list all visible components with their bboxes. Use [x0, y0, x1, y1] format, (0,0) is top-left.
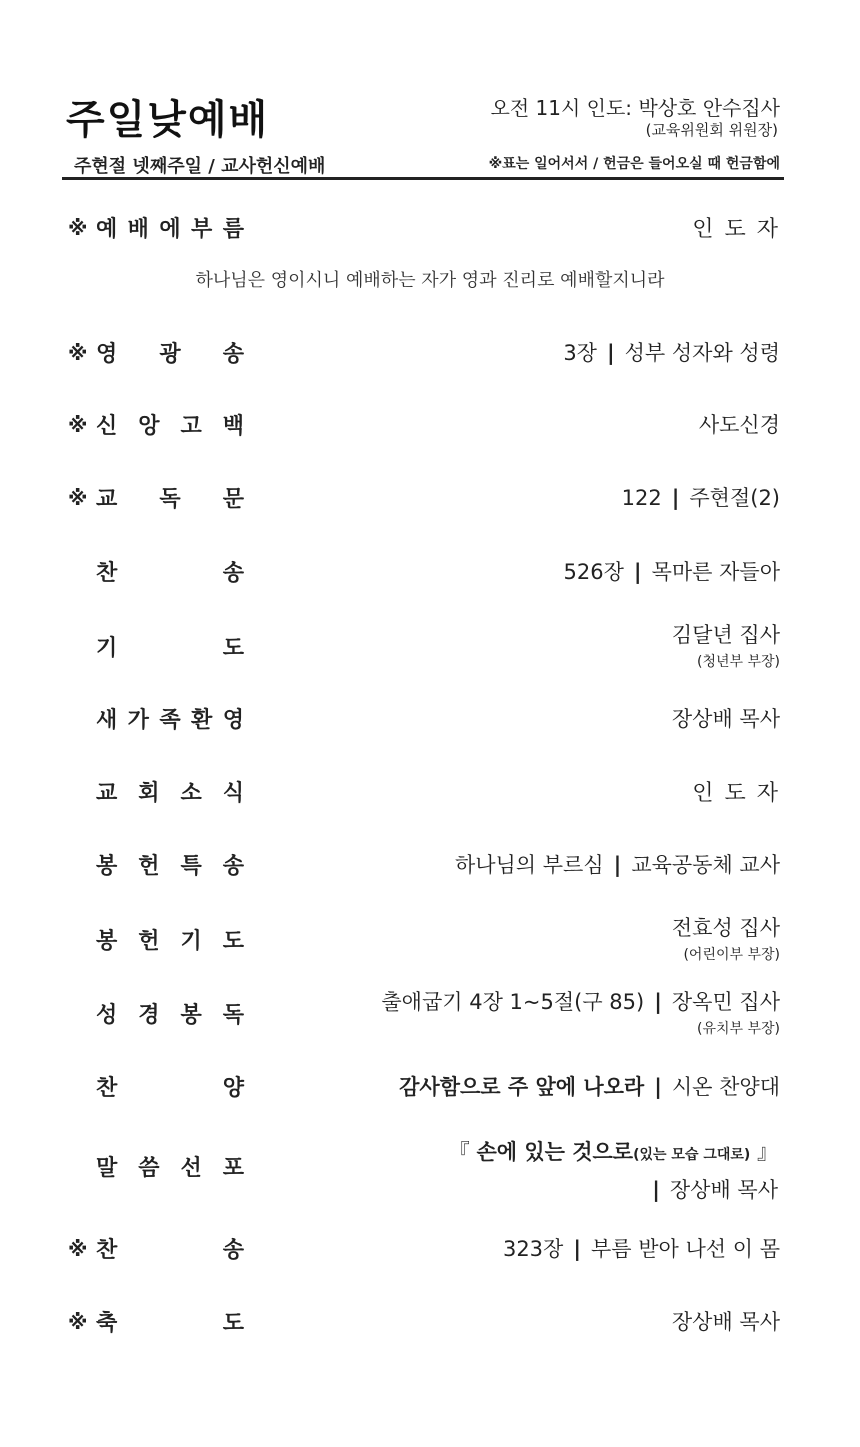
- label-char: 도: [222, 929, 244, 954]
- separator: |: [613, 853, 622, 877]
- hymn-number: 3장: [563, 341, 597, 365]
- label-char: 영: [222, 708, 244, 733]
- page-title: 주일낮예배: [66, 97, 270, 143]
- choir: 시온 찬양대: [671, 1075, 780, 1099]
- header-divider: [62, 177, 784, 180]
- label-char: 봉: [96, 929, 118, 954]
- label-char: 봉: [180, 1003, 202, 1028]
- label-char: 고: [180, 414, 202, 439]
- order-value: 인 도 자: [692, 781, 780, 806]
- label-char: 가: [127, 708, 149, 733]
- label-char: 회: [138, 781, 160, 806]
- order-label: [68, 212, 244, 243]
- label-char: 찬: [96, 1238, 118, 1263]
- special-song-title: 하나님의 부르심: [454, 853, 604, 877]
- stand-mark: ※: [68, 340, 88, 365]
- label-char: 소: [180, 781, 202, 806]
- reading-number: 122: [621, 486, 662, 510]
- hymn-number: 323장: [502, 1237, 564, 1261]
- order-label: [68, 998, 244, 1029]
- label-char: 씀: [138, 1156, 160, 1181]
- label-char: 신: [96, 414, 118, 439]
- hymn-title: 목마른 자들아: [651, 560, 780, 584]
- label-char: 문: [222, 487, 244, 512]
- separator: |: [652, 1178, 660, 1202]
- label-char: 기: [180, 929, 202, 954]
- reader: 장옥민 집사: [671, 990, 780, 1014]
- service-time-leader: 오전 11시 인도: 박상호 안수집사: [490, 96, 780, 120]
- sunday-subtitle: 주현절 넷째주일 / 교사헌신예배: [74, 156, 326, 177]
- label-char: 새: [96, 708, 118, 733]
- order-value: [564, 556, 780, 586]
- label-char: 교: [96, 487, 118, 512]
- label-char: 송: [222, 1238, 244, 1263]
- label-char: 식: [222, 781, 244, 806]
- scripture-reference: 출애굽기 4장 1~5절(구 85): [381, 990, 645, 1014]
- order-value: [563, 337, 780, 367]
- label-char: 예: [96, 217, 118, 242]
- order-value: [449, 1136, 778, 1204]
- label-char: 기: [96, 636, 118, 661]
- order-label: [68, 556, 244, 587]
- separator: |: [573, 1237, 581, 1261]
- label-char: 포: [222, 1156, 244, 1181]
- label-char: 송: [222, 854, 244, 879]
- stand-mark: ※: [68, 1236, 88, 1261]
- sermon-title: 손에 있는 것으로: [476, 1140, 634, 1164]
- order-label: [68, 924, 244, 955]
- label-char: 도: [222, 636, 244, 661]
- label-char: 부: [191, 217, 213, 242]
- separator: |: [606, 341, 615, 365]
- order-label: [68, 703, 244, 734]
- label-char: 배: [127, 217, 149, 242]
- label-char: 광: [159, 342, 181, 367]
- order-label: [68, 1151, 244, 1182]
- order-label: [68, 1306, 244, 1337]
- order-label: [68, 337, 244, 368]
- label-char: 백: [222, 414, 244, 439]
- order-value: [672, 619, 780, 671]
- order-value: 장상배 목사: [671, 1310, 780, 1334]
- anthem-title: 감사함으로 주 앞에 나오라: [399, 1075, 645, 1099]
- label-char: 성: [96, 1003, 118, 1028]
- label-char: 경: [138, 1003, 160, 1028]
- close-bracket: 』: [757, 1140, 778, 1164]
- stand-mark: ※: [68, 215, 88, 240]
- prayer-leader: 김달년 집사: [671, 623, 780, 647]
- leader-position-note: (교육위원회 위원장): [645, 121, 778, 139]
- label-char: 헌: [138, 929, 160, 954]
- order-value: 사도신경: [698, 413, 780, 437]
- sermon-subtitle: (있는 모습 그대로): [633, 1147, 751, 1163]
- hymn-title: 성부 성자와 성령: [624, 341, 780, 365]
- label-char: 양: [222, 1076, 244, 1101]
- order-label: [68, 1071, 244, 1102]
- leader-role: (청년부 부장): [697, 654, 780, 670]
- standing-offering-note: ※표는 일어서서 / 헌금은 들어오실 때 헌금함에: [488, 156, 780, 172]
- label-char: 족: [159, 708, 181, 733]
- order-value: [381, 986, 780, 1038]
- label-char: 송: [222, 342, 244, 367]
- reader-role: (유치부 부장): [697, 1021, 780, 1037]
- label-char: 환: [191, 708, 213, 733]
- hymn-number: 526장: [563, 560, 624, 584]
- label-char: 독: [222, 1003, 244, 1028]
- order-label: [68, 849, 244, 880]
- label-char: 도: [222, 1311, 244, 1336]
- order-label: [68, 409, 244, 440]
- label-char: 찬: [96, 561, 118, 586]
- label-char: 특: [180, 854, 202, 879]
- order-value: [503, 1233, 780, 1263]
- order-value: [672, 912, 780, 964]
- label-char: 송: [222, 561, 244, 586]
- label-char: 말: [96, 1156, 118, 1181]
- order-value: [455, 849, 780, 879]
- label-char: 축: [96, 1311, 118, 1336]
- order-value: 인 도 자: [692, 217, 780, 242]
- label-char: 헌: [138, 854, 160, 879]
- open-bracket: 『: [448, 1140, 470, 1164]
- label-char: 선: [180, 1156, 202, 1181]
- reading-title: 주현절(2): [689, 486, 780, 510]
- order-label: [68, 1233, 244, 1264]
- prayer-leader: 전효성 집사: [671, 916, 780, 940]
- order-value: 장상배 목사: [671, 707, 780, 731]
- stand-mark: ※: [68, 485, 88, 510]
- order-value: [622, 482, 780, 512]
- label-char: 앙: [138, 414, 160, 439]
- performer: 교육공동체 교사: [631, 853, 780, 877]
- label-char: 영: [96, 342, 118, 367]
- stand-mark: ※: [68, 1309, 88, 1334]
- stand-mark: ※: [68, 412, 88, 437]
- order-label: [68, 631, 244, 662]
- separator: |: [654, 1075, 662, 1099]
- separator: |: [633, 560, 642, 584]
- preacher-line: [449, 1174, 778, 1204]
- hymn-title: 부름 받아 나선 이 몸: [591, 1237, 780, 1261]
- label-char: 름: [222, 217, 244, 242]
- label-char: 독: [159, 487, 181, 512]
- scripture-verse: 하나님은 영이시니 예배하는 자가 영과 진리로 예배할지니라: [195, 270, 665, 291]
- order-value: [399, 1071, 780, 1101]
- order-label: [68, 482, 244, 513]
- separator: |: [654, 990, 662, 1014]
- order-label: [68, 776, 244, 807]
- label-char: 교: [96, 781, 118, 806]
- sermon-title-line: [449, 1136, 778, 1166]
- label-char: 봉: [96, 854, 118, 879]
- label-char: 찬: [96, 1076, 118, 1101]
- separator: |: [671, 486, 680, 510]
- leader-role: (어린이부 부장): [683, 947, 780, 963]
- preacher: 장상배 목사: [669, 1178, 778, 1202]
- label-char: 에: [159, 217, 181, 242]
